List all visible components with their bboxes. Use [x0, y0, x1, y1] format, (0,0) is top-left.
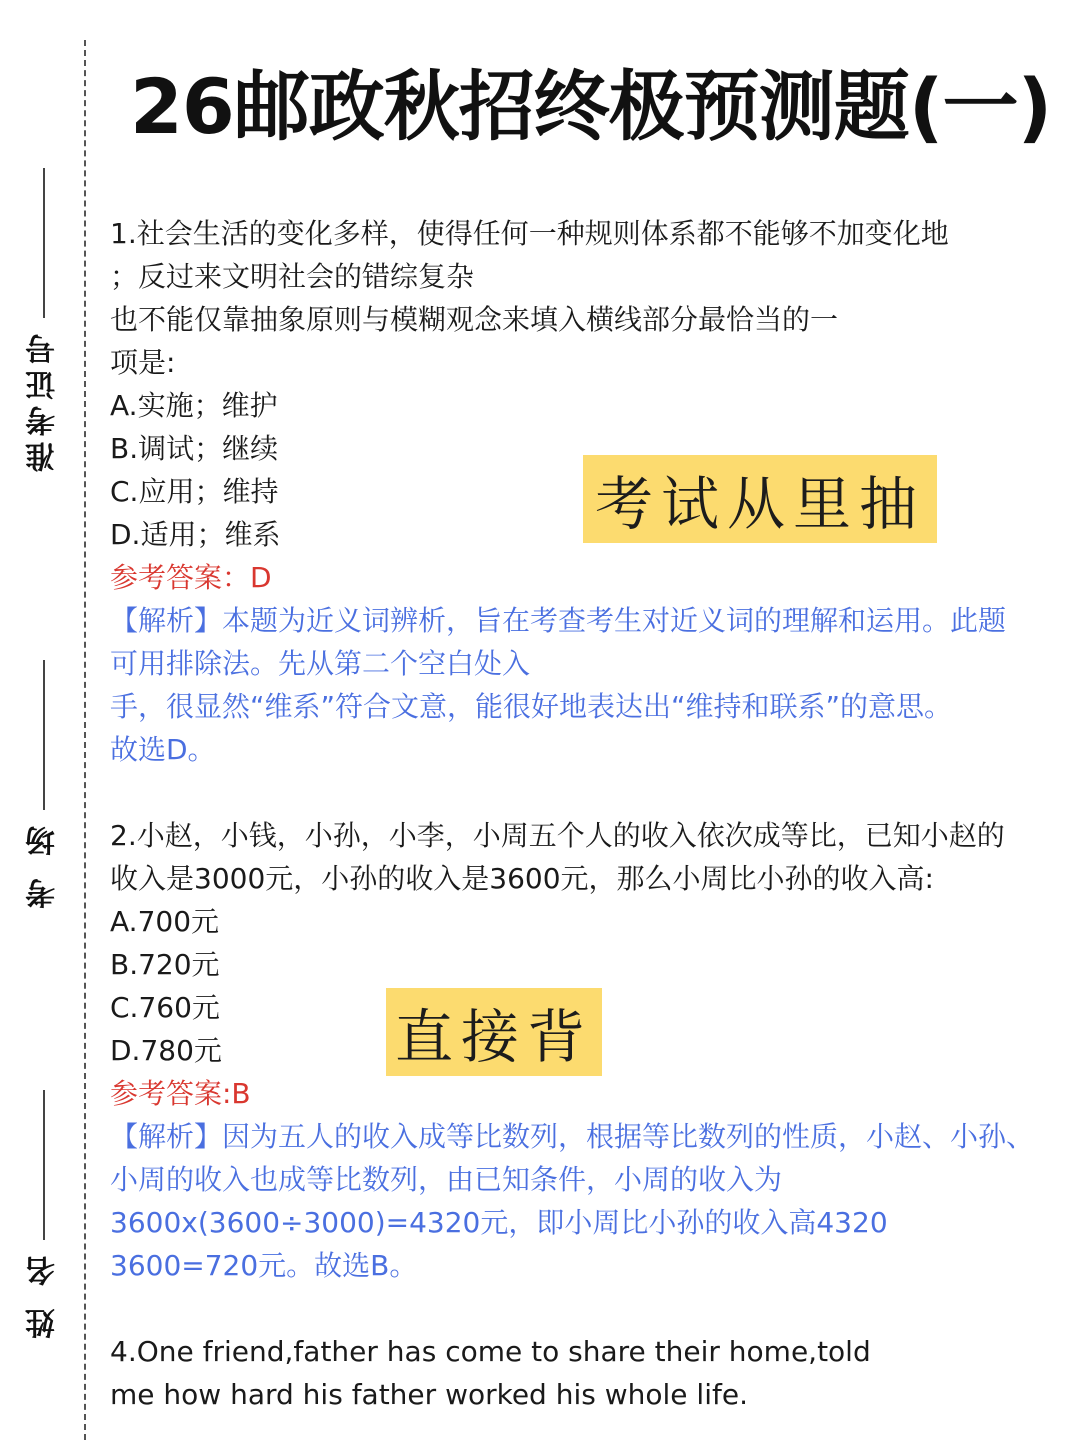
cut-line [84, 40, 86, 1440]
analysis-line: 小周的收入也成等比数列，由已知条件，小周的收入为 [110, 1163, 783, 1196]
exam-room-blank [43, 660, 45, 810]
name-label: 姓 名 [26, 1250, 61, 1339]
page-title: 26邮政秋招终极预测题(一) [130, 62, 1052, 151]
question-text-line: 收入是3000元，小孙的收入是3600元，那么小周比小孙的收入高: [110, 862, 934, 895]
spacer [110, 1287, 1060, 1330]
question-text-line: 也不能仅靠抽象原则与模糊观念来填入横线部分最恰当的一 [110, 303, 839, 336]
option-b: B.720元 [110, 948, 220, 981]
analysis-line: 3600x(3600÷3000)=4320元，即小周比小孙的收入高4320 [110, 1206, 888, 1239]
exam-room-label: 考 场 [26, 820, 61, 909]
analysis-line: 手，很显然“维系”符合文意，能很好地表达出“维持和联系”的意思。 [110, 690, 953, 723]
question-text-line: ；反过来文明社会的错综复杂 [110, 260, 475, 293]
exam-number-blank [43, 168, 45, 318]
analysis-line: 故选D。 [110, 733, 216, 766]
option-a: A.700元 [110, 905, 220, 938]
question-list [110, 212, 1060, 1416]
exam-room-field [22, 660, 66, 908]
option-a: A.实施；维护 [110, 389, 278, 422]
name-field [22, 1090, 66, 1338]
analysis-line: 可用排除法。先从第二个空白处入 [110, 647, 531, 680]
question-4 [110, 1330, 1060, 1416]
answer-line: 参考答案：D [110, 561, 272, 594]
analysis-line: 【解析】因为五人的收入成等比数列，根据等比数列的性质，小赵、小孙、 [110, 1120, 1035, 1153]
exam-number-field [22, 168, 66, 472]
analysis-line: 3600=720元。故选B。 [110, 1249, 418, 1282]
answer-line: 参考答案:B [110, 1077, 251, 1110]
option-c: C.应用；维持 [110, 475, 279, 508]
option-d: D.适用；维系 [110, 518, 281, 551]
option-d: D.780元 [110, 1034, 222, 1067]
exam-number-label: 准考证号 [26, 328, 61, 472]
question-text-line: 1.社会生活的变化多样，使得任何一种规则体系都不能够不加变化地 [110, 217, 949, 250]
sticker-exam-draw: 考试从里抽 [583, 455, 937, 543]
question-text-line: me how hard his father worked his whole life. [110, 1378, 748, 1411]
option-c: C.760元 [110, 991, 220, 1024]
sticker-memorize: 直接背 [386, 988, 602, 1076]
name-blank [43, 1090, 45, 1240]
analysis-line: 【解析】本题为近义词辨析，旨在考查考生对近义词的理解和运用。此题 [110, 604, 1007, 637]
question-text-line: 项是: [110, 346, 176, 379]
option-b: B.调试；继续 [110, 432, 279, 465]
question-text-line: 4.One friend,father has come to share their home,told [110, 1335, 871, 1368]
question-text-line: 2.小赵，小钱，小孙，小李，小周五个人的收入依次成等比，已知小赵的 [110, 819, 1005, 852]
spacer [110, 771, 1060, 814]
